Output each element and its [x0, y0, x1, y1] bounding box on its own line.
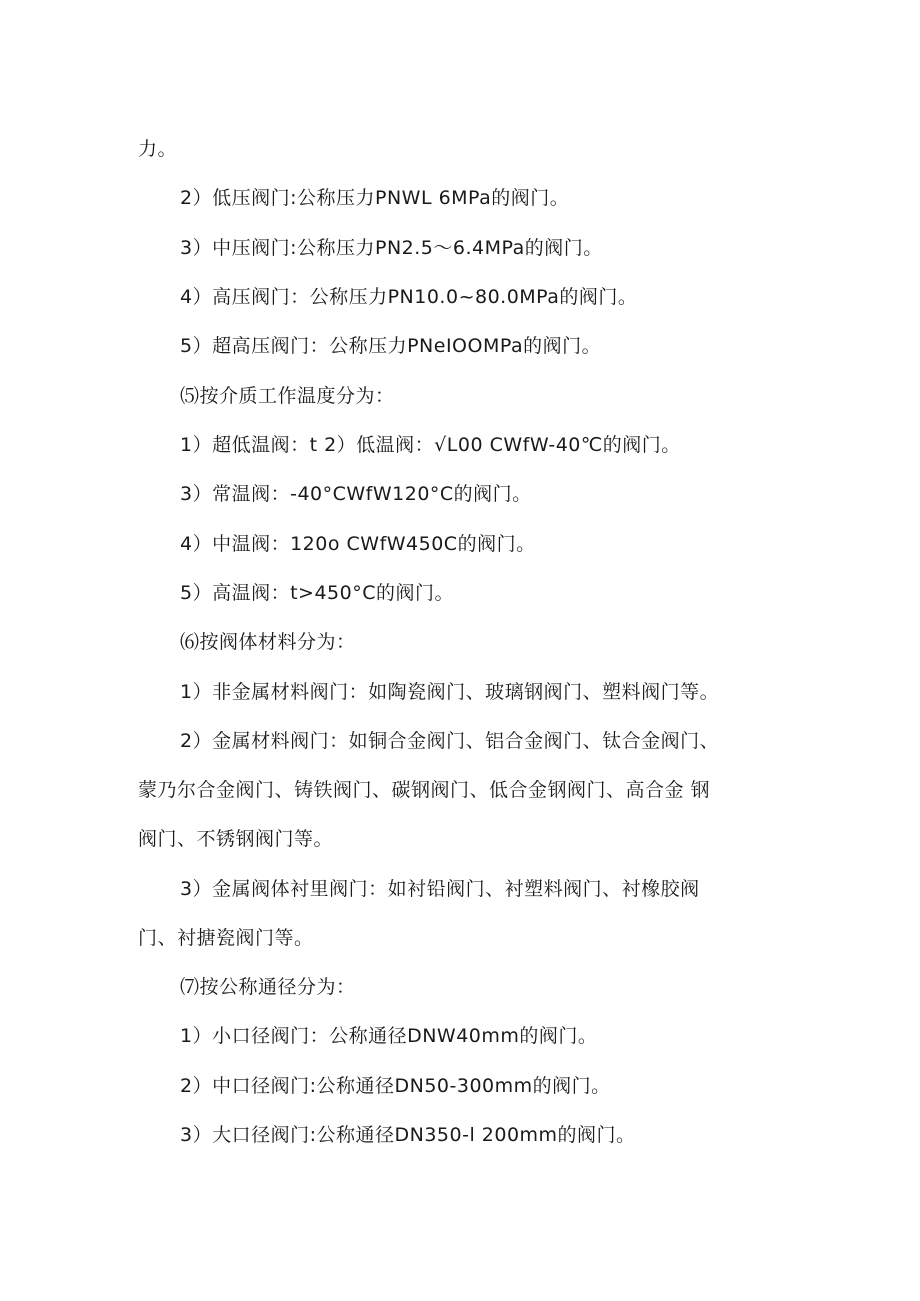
text-line: 5）高温阀：t>450°C的阀门。 [180, 582, 454, 604]
section-heading: ⑹按阀体材料分为： [180, 631, 356, 653]
text-line: 2）低压阀门:公称压力PNWL 6MPa的阀门。 [180, 187, 570, 209]
text-line: 1）超低温阀：t 2）低温阀：√L00 CWfW-40℃的阀门。 [180, 434, 681, 456]
text-line: 2）金属材料阀门：如铜合金阀门、铝合金阀门、钛合金阀门、 [180, 730, 720, 752]
text-line: 3）大口径阀门:公称通径DN350-l 200mm的阀门。 [180, 1124, 636, 1146]
text-line: 门、衬搪瓷阀门等。 [138, 927, 314, 949]
text-line: 3）常温阀：-40°CWfW120°C的阀门。 [180, 483, 532, 505]
section-heading: ⑺按公称通径分为： [180, 976, 356, 998]
text-line: 力。 [138, 138, 178, 160]
text-line: 1）非金属材料阀门：如陶瓷阀门、玻璃钢阀门、塑料阀门等。 [180, 681, 720, 703]
text-line: 1）小口径阀门：公称通径DNW40mm的阀门。 [180, 1025, 598, 1047]
text-line: 蒙乃尔合金阀门、铸铁阀门、碳钢阀门、低合金钢阀门、高合金 钢 [138, 779, 711, 801]
section-heading: ⑸按介质工作温度分为： [180, 385, 395, 407]
text-line: 3）金属阀体衬里阀门：如衬铅阀门、衬塑料阀门、衬橡胶阀 [180, 878, 700, 900]
text-line: 5）超高压阀门：公称压力PNeIOOMPa的阀门。 [180, 335, 602, 357]
text-line: 3）中压阀门:公称压力PN2.5～6.4MPa的阀门。 [180, 237, 603, 259]
text-line: 4）中温阀：120o CWfW450C的阀门。 [180, 533, 536, 555]
text-line: 4）高压阀门：公称压力PN10.0~80.0MPa的阀门。 [180, 286, 638, 308]
text-line: 阀门、不锈钢阀门等。 [138, 828, 334, 850]
text-line: 2）中口径阀门:公称通径DN50-300mm的阀门。 [180, 1075, 611, 1097]
